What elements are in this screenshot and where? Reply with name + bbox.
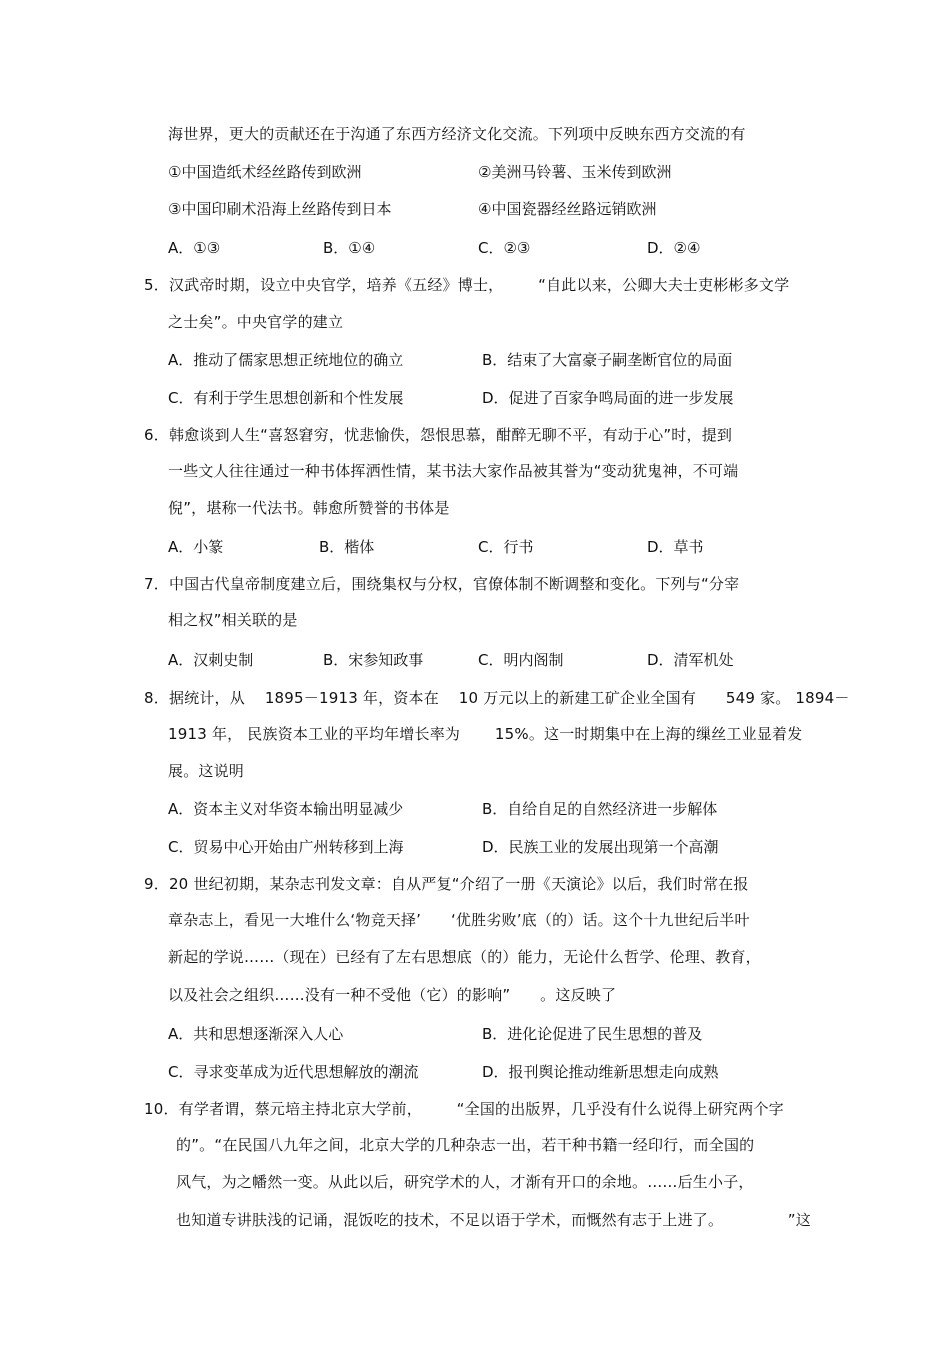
answer-option: A．①③	[168, 239, 221, 257]
question-text-line: 章杂志上，看见一大堆什么‘物竞天择’ ‘优胜劣败’底（的）话。这个十九世纪后半叶	[168, 911, 750, 929]
answer-option: C．有利于学生思想创新和个性发展	[168, 389, 404, 407]
question-text-line: 一些文人往往通过一种书体挥洒性情，某书法大家作品被其誉为“变动犹鬼神，不可端	[168, 462, 739, 480]
question-text-line: 1913 年， 民族资本工业的平均年增长率为 15%。这一时期集中在上海的缫丝工业显着发	[168, 725, 803, 743]
question-text-line: 相之权”相关联的是	[168, 611, 298, 629]
question-6-text: 6．韩愈谈到人生“喜怒窘穷，忧悲愉佚，怨恨思慕，酣醉无聊不平，有动于心”时，提到	[144, 426, 733, 444]
question-text-line: 新起的学说……（现在）已经有了左右思想底（的）能力，无论什么哲学、伦理、教育，	[168, 948, 761, 966]
answer-option: D．民族工业的发展出现第一个高潮	[482, 838, 719, 856]
question-text-line: 之士矣”。中央官学的建立	[168, 313, 344, 331]
answer-option: C．②③	[478, 239, 531, 257]
question-5-text: 5．汉武帝时期，设立中央官学，培养《五经》博士， “自此以来，公卿大夫士吏彬彬多文学	[144, 276, 790, 294]
answer-option: B．进化论促进了民生思想的普及	[482, 1025, 703, 1043]
question-7-text: 7．中国古代皇帝制度建立后，围绕集权与分权，官僚体制不断调整和变化。下列与“分宰	[144, 575, 740, 593]
answer-option: A．共和思想逐渐深入人心	[168, 1025, 344, 1043]
question-text-line: 倪”，堪称一代法书。韩愈所赞誉的书体是	[168, 499, 450, 517]
answer-option: A．汉刺史制	[168, 651, 254, 669]
question-text-line: 以及社会之组织……没有一种不受他（它）的影响” 。这反映了	[168, 986, 617, 1004]
question-9-text: 9．20 世纪初期，某杂志刊发文章：自从严复“介绍了一册《天演论》以后，我们时常在报	[144, 875, 749, 893]
answer-option: A．推动了儒家思想正统地位的确立	[168, 351, 404, 369]
answer-option: C．寻求变革成为近代思想解放的潮流	[168, 1063, 419, 1081]
statement-item: ①中国造纸术经丝路传到欧洲	[168, 163, 362, 181]
answer-option: A．资本主义对华资本输出明显减少	[168, 800, 404, 818]
answer-option: D．②④	[647, 239, 701, 257]
question-text-line: 海世界，更大的贡献还在于沟通了东西方经济文化交流。下列项中反映东西方交流的有	[168, 125, 746, 143]
statement-item: ③中国印刷术沿海上丝路传到日本	[168, 200, 392, 218]
answer-option: B．自给自足的自然经济进一步解体	[482, 800, 718, 818]
statement-item: ④中国瓷器经丝路远销欧洲	[478, 200, 657, 218]
question-10-text: 10．有学者谓，蔡元培主持北京大学前， “全国的出版界，几乎没有什么说得上研究两个字	[144, 1100, 784, 1118]
answer-option: B．结束了大富豪子嗣垄断官位的局面	[482, 351, 733, 369]
answer-option: B．①④	[323, 239, 376, 257]
question-8-text: 8．据统计，从 1895－1913 年，资本在 10 万元以上的新建工矿企业全国有 549 家。 1894－	[144, 689, 850, 707]
answer-option: C．贸易中心开始由广州转移到上海	[168, 838, 404, 856]
question-text-line: 展。这说明	[168, 762, 245, 780]
statement-item: ②美洲马铃薯、玉米传到欧洲	[478, 163, 672, 181]
question-text-line: 的”。“在民国八九年之间，北京大学的几种杂志一出，若干种书籍一经印行，而全国的	[176, 1136, 755, 1154]
question-text-line: 风气，为之幡然一变。从此以后，研究学术的人，才渐有开口的余地。……后生小子，	[176, 1173, 754, 1191]
answer-option: C．行书	[478, 538, 534, 556]
answer-option: D．报刊舆论推动维新思想走向成熟	[482, 1063, 719, 1081]
answer-option: B．宋参知政事	[323, 651, 424, 669]
answer-option: D．促进了百家争鸣局面的进一步发展	[482, 389, 734, 407]
answer-option: A．小篆	[168, 538, 224, 556]
question-text-line: 也知道专讲肤浅的记诵，混饭吃的技术，不足以语于学术，而慨然有志于上进了。 ”这	[176, 1211, 811, 1229]
answer-option: D．草书	[647, 538, 704, 556]
answer-option: D．清军机处	[647, 651, 734, 669]
answer-option: C．明内阁制	[478, 651, 564, 669]
answer-option: B．楷体	[319, 538, 375, 556]
